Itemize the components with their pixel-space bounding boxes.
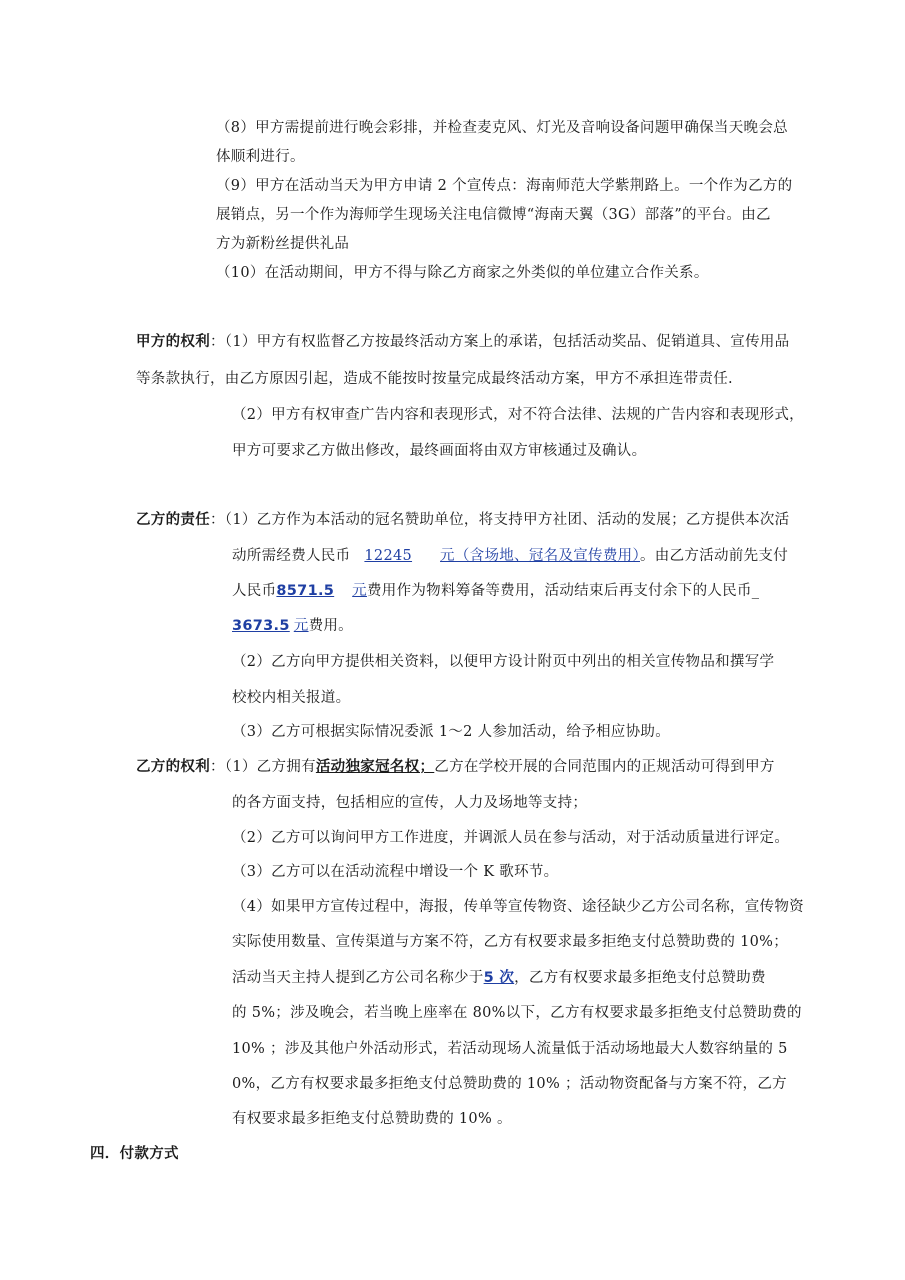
- advance-unit: 元: [352, 583, 367, 599]
- mention-count-prefix: 活动当天主持人提到乙方公司名称少于: [232, 970, 484, 986]
- exclusive-naming-right: 活动独家冠名权；: [315, 759, 435, 775]
- party-b-rights-line-8: 的 5%；涉及晚会，若当晚上座率在 80%以下，乙方有权要求最多拒绝支付总赞助费的: [232, 1005, 802, 1021]
- party-b-rights-line-7: [232, 968, 766, 988]
- clause-9-line-1: （9）甲方在活动当天为甲方申请 2 个宣传点：海南师范大学紫荆路上。一个作为乙方的: [216, 178, 793, 194]
- total-amount: 12245: [364, 548, 413, 564]
- section-4-heading: 四．付款方式: [90, 1146, 179, 1162]
- advance-amount: 8571.5: [276, 583, 335, 599]
- party-a-rights-heading: 甲方的权利: [136, 334, 210, 350]
- party-b-rights-line-2: 的各方面支持，包括相应的宣传，人力及场地等支持；: [232, 795, 588, 811]
- balance-amount: 3673.5: [232, 618, 290, 634]
- party-b-rights-line-5: （4）如果甲方宣传过程中，海报，传单等宣传物资、途径缺少乙方公司名称，宣传物资: [232, 899, 804, 915]
- party-b-rights-text-pre: ：（1）乙方拥有: [210, 759, 316, 775]
- party-a-rights-line-2: 等条款执行，由乙方原因引起，造成不能按时按量完成最终活动方案，甲方不承担连带责任.: [136, 371, 733, 387]
- party-b-rights-heading: 乙方的权利: [136, 759, 210, 775]
- party-b-duties-line-5: （2）乙方向甲方提供相关资料，以便甲方设计附页中列出的相关宣传物品和撰写学: [232, 654, 775, 670]
- party-b-rights-line-9: 10% ；涉及其他户外活动形式，若活动现场人流量低于活动场地最大人数容纳量的 5: [232, 1041, 788, 1057]
- party-b-duties-line-1: [136, 510, 789, 530]
- party-b-rights-line-6: 实际使用数量、宣传渠道与方案不符，乙方有权要求最多拒绝支付总赞助费的 10%；: [232, 934, 789, 950]
- party-b-rights-line-11: 有权要求最多拒绝支付总赞助费的 10% 。: [232, 1111, 512, 1127]
- clause-10-line: （10）在活动期间，甲方不得与除乙方商家之外类似的单位建立合作关系。: [216, 265, 709, 281]
- mention-count-post: ，乙方有权要求最多拒绝支付总赞助费: [514, 970, 766, 986]
- funding-prefix: 动所需经费人民币: [232, 548, 351, 564]
- party-b-duties-line-7: （3）乙方可根据实际情况委派 1～2 人参加活动，给予相应协助。: [232, 724, 670, 740]
- party-b-rights-line-3: （2）乙方可以询问甲方工作进度，并调派人员在参与活动，对于活动质量进行评定。: [232, 830, 790, 846]
- party-b-duties-heading: 乙方的责任: [136, 512, 210, 528]
- clause-9-line-3: 方为新粉丝提供礼品: [216, 236, 350, 252]
- funding-tail: 。由乙方活动前先支付: [640, 548, 788, 564]
- mention-count: 5 次: [483, 970, 515, 986]
- balance-text: 费用。: [308, 618, 353, 634]
- party-b-duties-line-3: [232, 581, 759, 601]
- party-b-rights-line-4: （3）乙方可以在活动流程中增设一个 K 歌环节。: [232, 864, 559, 880]
- clause-8-line-1: （8）甲方需提前进行晚会彩排，并检查麦克风、灯光及音响设备问题甲确保当天晚会总: [216, 120, 788, 136]
- advance-prefix: 人民币: [232, 583, 277, 599]
- party-b-rights-text-post: 乙方在学校开展的合同范围内的正规活动可得到甲方: [434, 759, 775, 775]
- party-a-rights-line-3: （2）甲方有权审查广告内容和表现形式，对不符合法律、法规的广告内容和表现形式，: [232, 407, 804, 423]
- advance-text: 费用作为物料筹备等费用，活动结束后再支付余下的人民币_: [366, 583, 760, 599]
- clause-8-line-2: 体顺利进行。: [216, 149, 305, 165]
- party-b-rights-line-1: [136, 757, 775, 777]
- party-a-rights-text: ：（1）甲方有权监督乙方按最终活动方案上的承诺，包括活动奖品、促销道具、宣传用品: [210, 334, 790, 350]
- party-b-duties-line-4: [232, 616, 353, 636]
- party-a-rights-line-1: [136, 332, 789, 352]
- clause-9-line-2: 展销点，另一个作为海师学生现场关注电信微博“海南天翼（3G）部落”的平台。由乙: [216, 207, 771, 223]
- party-b-duties-line-6: 校校内相关报道。: [232, 690, 351, 706]
- total-amount-note: 元（含场地、冠名及宣传费用）: [440, 548, 640, 564]
- party-b-duties-text: ：（1）乙方作为本活动的冠名赞助单位，将支持甲方社团、活动的发展；乙方提供本次活: [210, 512, 790, 528]
- party-b-rights-line-10: 0%，乙方有权要求最多拒绝支付总赞助费的 10% ；活动物资配备与方案不符，乙方: [232, 1076, 787, 1092]
- party-b-duties-line-2: [232, 546, 788, 566]
- balance-unit: 元: [293, 618, 309, 634]
- party-a-rights-line-4: 甲方可要求乙方做出修改，最终画面将由双方审核通过及确认。: [232, 443, 647, 459]
